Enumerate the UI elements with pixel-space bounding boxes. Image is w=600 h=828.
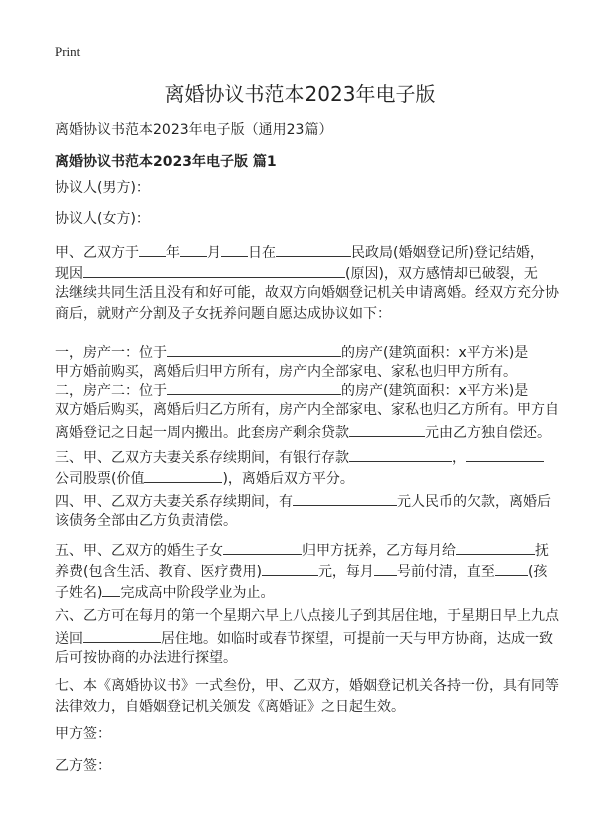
text-segment: 元由乙方独自偿还。	[425, 425, 551, 441]
text-segment: 元，每月	[317, 564, 374, 580]
text-segment: 双方婚后购买，离婚后归乙方所有，房产内全部家电、家私也归乙方所有。甲方自	[55, 402, 559, 418]
text-line	[55, 539, 555, 560]
text-line	[55, 606, 559, 627]
text-segment: 年	[166, 245, 180, 261]
text-segment: 民政局(婚姻登记所)登记结婚，	[351, 245, 544, 261]
text-segment: 日在	[248, 245, 276, 261]
text-line	[55, 209, 555, 230]
text-segment: 四、甲、乙双方夫妻关系存续期间，有	[55, 494, 293, 510]
fill-in-blank	[293, 490, 397, 506]
fill-in-blank	[83, 627, 161, 643]
text-segment: 离婚登记之日起一周内搬出。此套房产剩余贷款	[55, 425, 349, 441]
text-segment: 商后，就财产分割及子女抚养问题自愿达成协议如下：	[55, 306, 391, 322]
fill-in-blank	[374, 560, 397, 576]
paragraph	[55, 724, 555, 745]
text-segment: 号前付清，直至	[396, 564, 495, 580]
text-line	[55, 283, 559, 304]
text-line	[55, 467, 555, 488]
text-segment: 的房产(建筑面积：x平方米)是	[341, 383, 529, 399]
text-line	[55, 697, 555, 718]
text-segment: 的房产(建筑面积：x平方米)是	[341, 345, 529, 361]
text-segment: 法律效力，自婚姻登记机关颁发《离婚证》之日起生效。	[55, 699, 405, 715]
paragraph	[55, 606, 559, 669]
text-line	[55, 304, 555, 325]
text-segment: (原因)，双方感情却已破裂，无	[345, 266, 538, 282]
paragraph	[55, 178, 555, 199]
paragraph	[55, 209, 555, 230]
fill-in-blank	[349, 421, 425, 437]
text-segment: 该债务全部由乙方负责清偿。	[55, 513, 237, 529]
text-segment: 元人民币的欠款，离婚后	[397, 494, 551, 510]
text-segment: 子姓名)	[55, 585, 103, 601]
fill-in-blank	[456, 539, 535, 555]
fill-in-blank	[102, 581, 120, 597]
text-line	[55, 648, 555, 669]
paragraph	[55, 490, 555, 532]
fill-in-blank	[167, 341, 341, 357]
paragraph	[55, 676, 559, 718]
text-line	[55, 560, 555, 581]
paragraph	[55, 341, 555, 383]
text-segment: 三、甲、乙双方夫妻关系存续期间，有银行存款	[55, 450, 349, 466]
fill-in-blank	[495, 560, 528, 576]
text-segment: 甲方签：	[55, 726, 111, 742]
text-segment: 协议人(女方)：	[55, 211, 150, 227]
text-segment: 抚	[535, 543, 549, 559]
text-line	[55, 511, 555, 532]
paragraph	[55, 379, 559, 442]
text-segment: 甲方婚前购买，离婚后归甲方所有，房产内全部家电、家私也归甲方所有。	[55, 364, 517, 380]
paragraph	[55, 539, 555, 602]
text-segment: (孩	[527, 564, 548, 580]
text-line	[55, 446, 555, 467]
text-segment: 六、乙方可在每月的第一个星期六早上八点接儿子到其居住地，于星期日早上九点	[55, 608, 559, 624]
document-subtitle: 离婚协议书范本2023年电子版（通用23篇）	[55, 122, 333, 138]
text-line	[55, 724, 555, 745]
text-segment: 乙方签：	[55, 758, 111, 774]
text-segment: 现因	[55, 266, 83, 282]
print-link[interactable]: Print	[55, 44, 81, 59]
text-segment: 养费(包含生活、教育、医疗费用)	[55, 564, 262, 580]
fill-in-blank	[221, 241, 248, 257]
text-line	[55, 421, 555, 442]
section-heading: 离婚协议书范本2023年电子版 篇1	[55, 154, 277, 170]
text-line	[55, 627, 555, 648]
text-line	[55, 262, 555, 283]
text-segment: 月	[207, 245, 221, 261]
fill-in-blank	[466, 446, 544, 462]
fill-in-blank	[276, 241, 351, 257]
text-segment: 一，房产一：位于	[55, 345, 167, 361]
text-line	[55, 490, 555, 511]
text-line	[55, 241, 555, 262]
fill-in-blank	[139, 241, 166, 257]
text-segment: 甲、乙双方于	[55, 245, 139, 261]
fill-in-blank	[223, 539, 302, 555]
fill-in-blank	[349, 446, 452, 462]
fill-in-blank	[167, 379, 341, 395]
text-segment: 送回	[55, 631, 83, 647]
paragraph	[55, 446, 555, 488]
text-line	[55, 676, 559, 697]
text-segment: )，离婚后双方平分。	[222, 471, 354, 487]
text-line	[55, 581, 555, 602]
text-line	[55, 400, 559, 421]
text-segment: 二，房产二：位于	[55, 383, 167, 399]
fill-in-blank	[262, 560, 318, 576]
text-line	[55, 756, 555, 777]
document-title: 离婚协议书范本2023年电子版	[164, 82, 436, 106]
fill-in-blank	[83, 262, 345, 278]
fill-in-blank	[144, 467, 222, 483]
text-segment: 五、甲、乙双方的婚生子女	[55, 543, 223, 559]
text-segment: 完成高中阶段学业为止。	[120, 585, 275, 601]
paragraph	[55, 756, 555, 777]
text-segment: 法继续共同生活且没有和好可能，故双方向婚姻登记机关申请离婚。经双方充分协	[55, 285, 559, 301]
text-line	[55, 379, 555, 400]
paragraph	[55, 241, 559, 325]
text-segment: 七、本《离婚协议书》一式叁份，甲、乙双方，婚姻登记机关各持一份，具有同等	[55, 678, 559, 694]
fill-in-blank	[180, 241, 207, 257]
text-segment: 归甲方抚养，乙方每月给	[302, 543, 456, 559]
text-segment: 后可按协商的办法进行探望。	[55, 650, 237, 666]
text-line	[55, 341, 555, 362]
text-line	[55, 178, 555, 199]
text-segment: 协议人(男方)：	[55, 180, 150, 196]
text-segment: ，	[452, 450, 466, 466]
text-segment: 公司股票(价值	[55, 471, 145, 487]
text-segment: 居住地。如临时或春节探望，可提前一天与甲方协商，达成一致	[161, 631, 553, 647]
